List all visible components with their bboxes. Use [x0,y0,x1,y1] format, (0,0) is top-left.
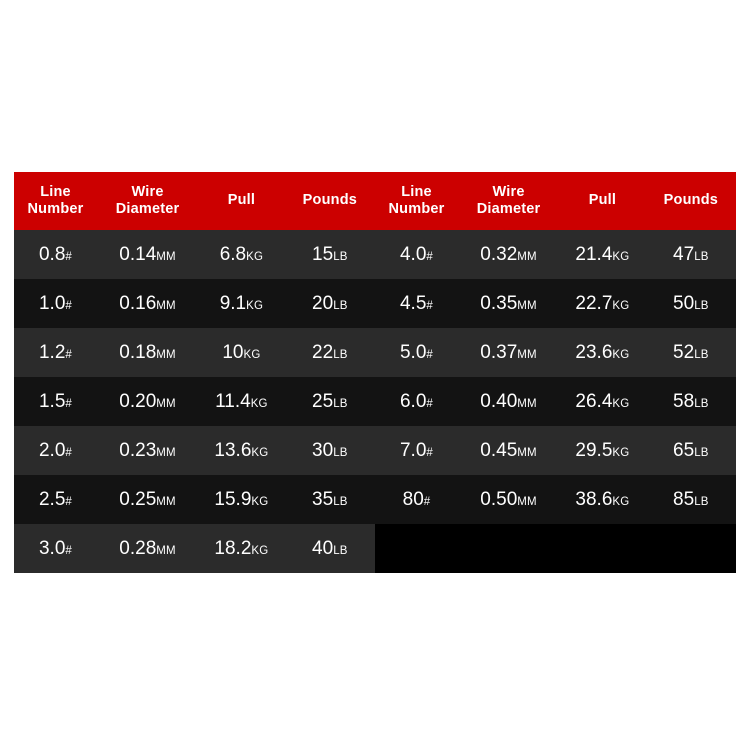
header-row [14,172,375,230]
cell-pounds [646,426,736,475]
unit: LB [333,250,348,263]
value: 0.8 [38,243,66,265]
value: 15.9 [214,488,252,510]
unit: LB [694,299,709,312]
value: 85 [673,488,695,510]
unit: MM [156,446,176,459]
header-line1: Line [40,183,71,200]
unit: MM [156,299,176,312]
unit: KG [612,250,630,263]
unit: KG [612,299,630,312]
value: 20 [312,292,334,314]
value: 11.4 [215,390,251,412]
unit: # [426,250,434,263]
cell-pull [559,475,646,524]
header-wire-diameter [458,172,559,230]
unit: # [426,348,434,361]
table-row [375,230,736,279]
cell-pounds [285,475,375,524]
header-line1: Line [401,183,432,200]
table-row [14,279,375,328]
value: 0.32 [480,243,518,265]
value: 38.6 [575,488,613,510]
header-line1: Pounds [302,192,358,209]
cell-line-number [14,279,97,328]
value: 52 [673,341,695,363]
value: 22 [312,341,334,363]
cell-line-number [375,426,458,475]
value: 3.0 [38,537,66,559]
unit: # [426,446,434,459]
unit: LB [694,495,709,508]
cell-pounds [646,230,736,279]
header-line-number [375,172,458,230]
value: 6.8 [219,243,247,265]
header-pull [559,172,646,230]
header-pounds [646,172,736,230]
tables-container [14,172,736,573]
unit: LB [694,446,709,459]
unit: # [423,495,431,508]
value: 40 [312,537,334,559]
value: 9.1 [219,292,247,314]
value: 0.28 [119,537,157,559]
unit: # [65,299,73,312]
value: 2.0 [38,439,66,461]
cell-line-number [375,230,458,279]
unit: # [65,544,73,557]
value: 15 [312,243,334,265]
value: 0.35 [480,292,518,314]
value: 7.0 [399,439,427,461]
cell-line-number [14,475,97,524]
value: 30 [312,439,334,461]
value: 0.23 [119,439,157,461]
cell-pull [198,328,285,377]
cell-pull [198,279,285,328]
value: 5.0 [399,341,427,363]
cell-line-number [14,524,97,573]
cell-diameter [97,377,198,426]
value: 0.14 [119,243,157,265]
value: 0.25 [119,488,157,510]
cell-line-number [375,377,458,426]
cell-diameter [458,279,559,328]
value: 58 [673,390,695,412]
filler-cell [458,524,559,573]
value: 0.37 [480,341,518,363]
header-pounds [285,172,375,230]
cell-pull [559,328,646,377]
unit: KG [612,397,630,410]
unit: LB [694,250,709,263]
cell-diameter [458,377,559,426]
header-line1: Pull [588,192,617,209]
value: 50 [673,292,695,314]
unit: LB [333,348,348,361]
cell-pull [198,230,285,279]
header-line-number [14,172,97,230]
value: 13.6 [214,439,252,461]
value: 23.6 [575,341,613,363]
cell-pounds [285,230,375,279]
cell-pounds [646,279,736,328]
unit: MM [517,250,537,263]
header-line2: Diameter [476,201,541,217]
header-line2: Diameter [115,201,180,217]
unit: LB [694,348,709,361]
value: 1.0 [38,292,66,314]
cell-diameter [97,475,198,524]
value: 22.7 [575,292,613,314]
cell-diameter [97,279,198,328]
unit: KG [612,446,630,459]
unit: MM [517,446,537,459]
value: 0.20 [119,390,157,412]
unit: MM [156,397,176,410]
table-row [375,426,736,475]
cell-diameter [97,230,198,279]
cell-pull [559,230,646,279]
value: 1.2 [38,341,66,363]
cell-diameter [458,426,559,475]
header-pull [198,172,285,230]
unit: # [65,495,73,508]
left-table-body [14,230,375,573]
cell-pounds [285,279,375,328]
unit: MM [517,299,537,312]
cell-line-number [375,328,458,377]
value: 0.45 [480,439,518,461]
value: 0.18 [119,341,157,363]
value: 1.5 [38,390,66,412]
unit: MM [156,348,176,361]
table-row [14,426,375,475]
table-row [14,328,375,377]
header-line1: Wire [492,183,525,200]
cell-diameter [97,328,198,377]
cell-line-number [14,377,97,426]
cell-pounds [646,377,736,426]
cell-pull [198,524,285,573]
value: 2.5 [38,488,66,510]
table-row [14,230,375,279]
value: 29.5 [575,439,613,461]
value: 80 [402,488,424,510]
right-table-body [375,230,736,573]
value: 4.5 [399,292,427,314]
unit: LB [333,446,348,459]
header-line1: Pull [227,192,256,209]
cell-diameter [97,426,198,475]
unit: MM [156,495,176,508]
cell-line-number [375,279,458,328]
cell-line-number [14,426,97,475]
value: 0.50 [480,488,518,510]
unit: LB [333,299,348,312]
header-line1: Wire [131,183,164,200]
right-spec-table [375,172,736,573]
value: 0.16 [119,292,157,314]
unit: LB [333,495,348,508]
unit: MM [517,397,537,410]
table-row [375,475,736,524]
cell-pounds [285,426,375,475]
value: 25 [312,390,334,412]
filler-cell [559,524,646,573]
table-row [375,328,736,377]
unit: MM [156,544,176,557]
unit: KG [250,397,268,410]
table-row [14,475,375,524]
table-filler-row [375,524,736,573]
unit: KG [251,446,269,459]
unit: KG [251,544,269,557]
cell-pull [559,377,646,426]
cell-pounds [646,475,736,524]
value: 18.2 [214,537,252,559]
unit: # [426,299,434,312]
table-row [375,279,736,328]
unit: KG [243,348,261,361]
cell-pounds [646,328,736,377]
table-row [14,524,375,573]
unit: # [65,250,73,263]
header-row [375,172,736,230]
unit: MM [517,495,537,508]
unit: MM [517,348,537,361]
unit: LB [694,397,709,410]
unit: # [65,446,73,459]
value: 10 [222,341,244,363]
value: 4.0 [399,243,427,265]
unit: KG [251,495,269,508]
cell-pounds [285,328,375,377]
value: 26.4 [575,390,613,412]
unit: # [426,397,434,410]
cell-diameter [458,230,559,279]
header-line1: Pounds [663,192,719,209]
left-table-header [14,172,375,230]
cell-pull [198,377,285,426]
cell-line-number [375,475,458,524]
value: 35 [312,488,334,510]
unit: KG [612,495,630,508]
cell-pounds [285,377,375,426]
cell-pull [198,475,285,524]
cell-pull [559,279,646,328]
cell-line-number [14,230,97,279]
left-spec-table [14,172,375,573]
cell-diameter [458,328,559,377]
value: 47 [673,243,695,265]
unit: MM [156,250,176,263]
cell-line-number [14,328,97,377]
unit: LB [333,544,348,557]
cell-diameter [97,524,198,573]
filler-cell [375,524,458,573]
header-wire-diameter [97,172,198,230]
cell-pull [198,426,285,475]
value: 21.4 [575,243,613,265]
value: 0.40 [480,390,518,412]
unit: KG [246,250,264,263]
cell-pounds [285,524,375,573]
filler-cell [646,524,736,573]
cell-pull [559,426,646,475]
unit: KG [246,299,264,312]
right-table-header [375,172,736,230]
table-row [375,377,736,426]
header-line2: Number [388,201,445,217]
value: 65 [673,439,695,461]
table-row [14,377,375,426]
cell-diameter [458,475,559,524]
header-line2: Number [27,201,84,217]
value: 6.0 [399,390,427,412]
unit: # [65,348,73,361]
unit: # [65,397,73,410]
unit: KG [612,348,630,361]
unit: LB [333,397,348,410]
